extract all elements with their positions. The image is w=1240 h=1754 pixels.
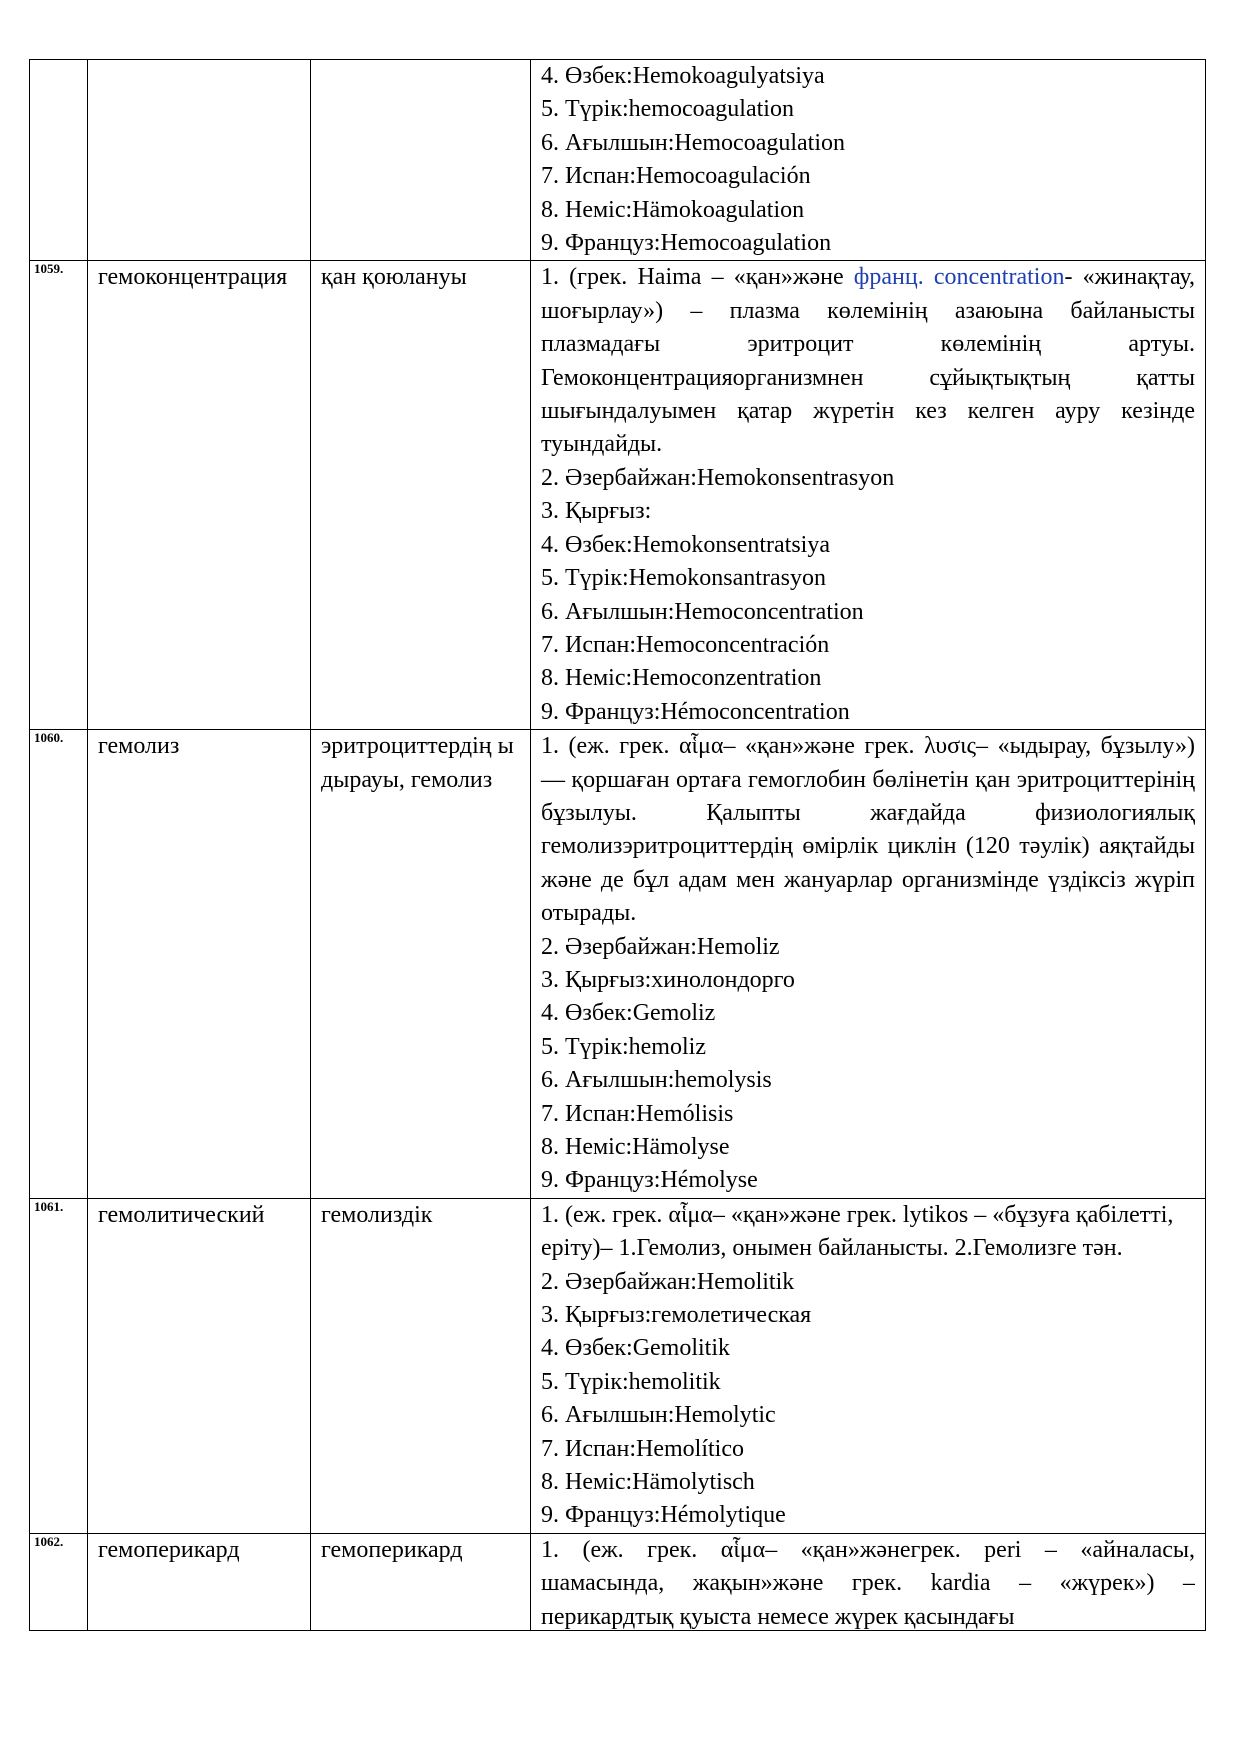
translation-line: 8. Неміс:Hämokoagulation — [541, 196, 805, 223]
translation-line: 7. Испан:Hemoconcentración — [541, 631, 830, 658]
definition-clip — [541, 1534, 1195, 1630]
definition-link[interactable]: франц. concentration — [853, 264, 1065, 291]
entry-term: гемолитический — [88, 1198, 311, 1533]
translation-line: 8. Неміс:Hämolytisch — [541, 1469, 755, 1496]
entry-number: 1059. — [30, 261, 88, 730]
table-row — [30, 1198, 1206, 1533]
entry-definition — [531, 1198, 1206, 1533]
entry-definition — [531, 60, 1206, 261]
entry-term — [88, 60, 311, 261]
entry-definition — [531, 261, 1206, 730]
entry-number — [30, 60, 88, 261]
translation-line: 6. Ағылшын:Hemocoagulation — [541, 129, 846, 156]
entry-term: гемоперикард — [88, 1533, 311, 1630]
translation-line: 9. Француз:Hemocoagulation — [541, 230, 832, 257]
entry-kazakh: қан қоюлануы — [311, 261, 531, 730]
definition-part: - «жинақтау, шоғырлау») – плазма көлемінің азаюына байланысты плазмадағы эритроцит көлемінің артуы. Гемоконцентрацияорганизмнен сұйықтықтың қатты шығындалуымен қатар жүретін кез келген ауру кезінде туындайды. — [541, 264, 1195, 458]
entry-number: 1061. — [30, 1198, 88, 1533]
translation-line: 5. Түрік:hemoliz — [541, 1033, 706, 1060]
definition-text: 1. (еж. грек. αἷμα– «қан»жәнегрек. peri – «айналасы, шамасында, жақын»және грек. kardia – «жүрек») – перикардтық қуыста немесе жүрек қасындағы — [541, 1536, 1195, 1630]
table-row — [30, 60, 1206, 261]
translation-line: 4. Өзбек:Gemolitik — [541, 1335, 731, 1362]
translation-line: 4. Өзбек:Gemoliz — [541, 1000, 716, 1027]
translation-line: 7. Испан:Hemolítico — [541, 1435, 744, 1462]
translation-line: 7. Испан:Hemocoagulación — [541, 163, 811, 190]
translation-line: 3. Қырғыз: — [541, 498, 652, 525]
entry-kazakh: гемоперикард — [311, 1533, 531, 1630]
entry-definition — [531, 730, 1206, 1199]
translation-line: 7. Испан:Hemólisis — [541, 1100, 734, 1127]
translation-line: 9. Француз:Hémoconcentration — [541, 698, 850, 725]
entry-term: гемоконцентрация — [88, 261, 311, 730]
entry-kazakh: эритроциттердің ыдырауы, гемолиз — [311, 730, 531, 1199]
translation-line: 4. Өзбек:Hemokoagulyatsiya — [541, 63, 825, 89]
entry-kazakh — [311, 60, 531, 261]
translation-line: 3. Қырғыз:хинолондорго — [541, 966, 795, 993]
definition-text: 1. (еж. грек. αἷμα– «қан»және грек. λυσις– «ыдырау, бұзылу») — қоршаған ортаға гемоглобин бөлінетін қан эритроциттерінің бұзылуы. Қалыпты жағдайда физиологиялық гемолизэритроциттердің өмірлік циклін (120 тәулік) аяқтайды және де бұл адам мен жануарлар организмінде үздіксіз жүріп отырады. — [541, 733, 1195, 927]
definition-text — [541, 261, 1195, 461]
translation-line: 5. Түрік:hemocoagulation — [541, 96, 794, 123]
translation-line: 8. Неміс:Hemoconzentration — [541, 665, 822, 692]
entry-term: гемолиз — [88, 730, 311, 1199]
translation-line: 5. Түрік:hemolitik — [541, 1368, 721, 1395]
translation-line: 6. Ағылшын:hemolysis — [541, 1067, 772, 1094]
definition-text: 1. (еж. грек. αἷμα– «қан»және грек. lytikos – «бұзуға қабілетті, еріту)– 1.Гемолиз, онымен байланысты. 2.Гемолизге тән. — [541, 1201, 1174, 1262]
translation-line: 4. Өзбек:Hemokonsentratsiya — [541, 531, 830, 558]
translation-line: 3. Қырғыз:гемолетическая — [541, 1302, 812, 1329]
table-row — [30, 261, 1206, 730]
translation-line: 2. Әзербайжан:Hemoliz — [541, 933, 780, 960]
translation-line: 6. Ағылшын:Hemolytic — [541, 1402, 776, 1429]
entry-number: 1062. — [30, 1533, 88, 1630]
translation-line: 2. Әзербайжан:Hemokonsentrasyon — [541, 464, 895, 491]
entry-kazakh: гемолиздік — [311, 1198, 531, 1533]
dictionary-table — [29, 59, 1206, 1631]
translation-line: 9. Француз:Hémolyse — [541, 1167, 758, 1194]
translation-line: 6. Ағылшын:Hemoconcentration — [541, 598, 864, 625]
definition-part: 1. (грек. Haima – «қан»және — [541, 264, 854, 291]
table-row — [30, 1533, 1206, 1630]
entry-definition — [531, 1533, 1206, 1630]
translation-line: 2. Әзербайжан:Hemolitik — [541, 1268, 795, 1295]
translation-line: 9. Француз:Hémolytique — [541, 1502, 786, 1529]
table-row — [30, 730, 1206, 1199]
translation-line: 5. Түрік:Hemokonsantrasyon — [541, 565, 826, 592]
entry-number: 1060. — [30, 730, 88, 1199]
translation-line: 8. Неміс:Hämolyse — [541, 1134, 730, 1160]
